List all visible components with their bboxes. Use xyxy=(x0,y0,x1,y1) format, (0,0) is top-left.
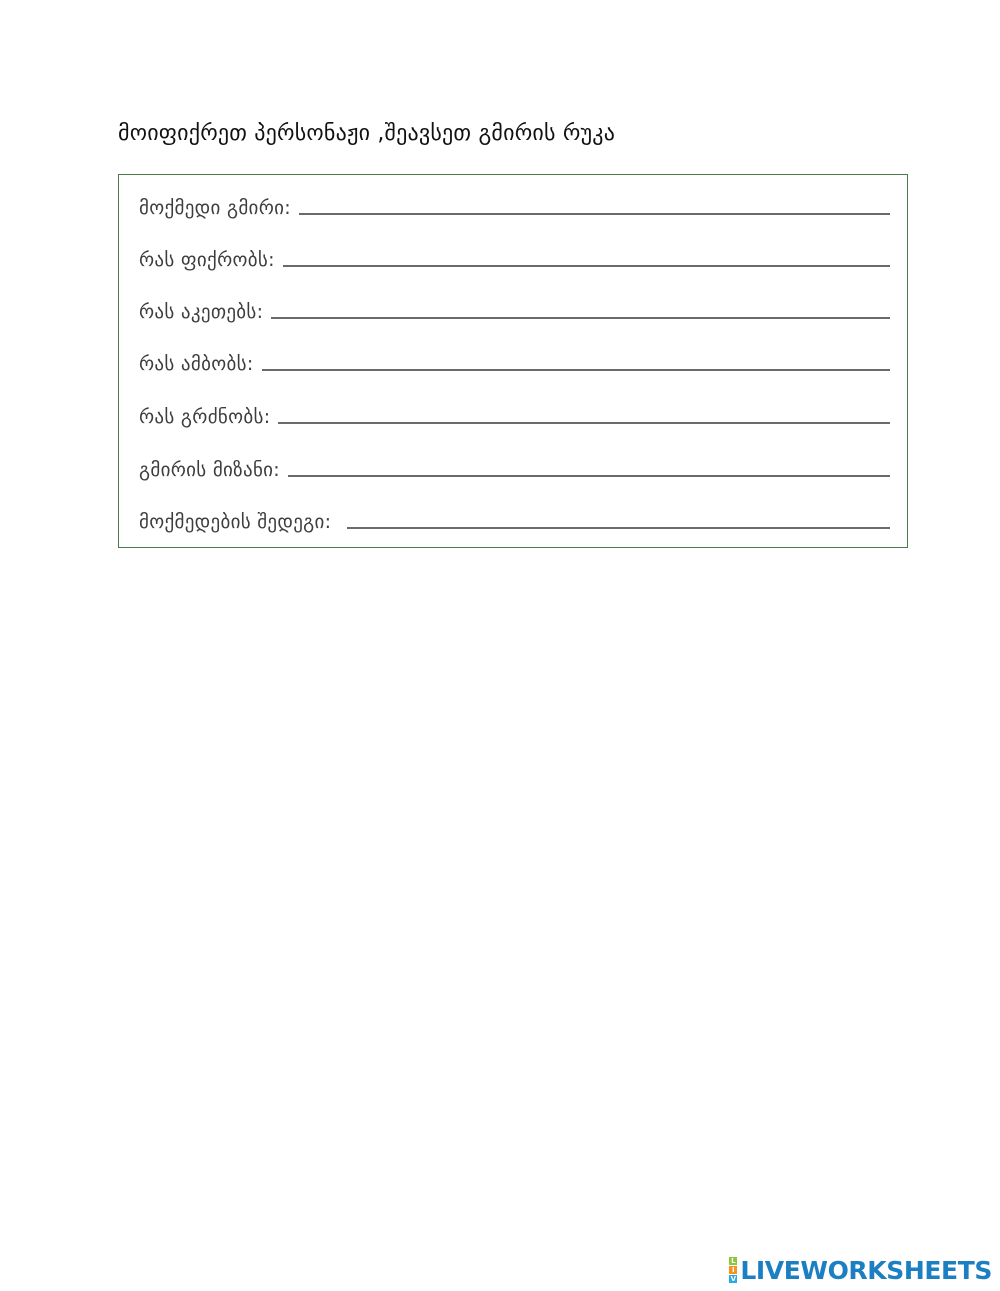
answer-line-says[interactable] xyxy=(262,369,890,371)
field-row-goal xyxy=(139,451,890,481)
field-row-thinks xyxy=(139,241,890,271)
answer-line-thinks[interactable] xyxy=(283,265,890,267)
field-label-goal: გმირის მიზანი: xyxy=(139,459,281,481)
field-row-acting-hero xyxy=(139,189,890,219)
answer-line-goal[interactable] xyxy=(288,475,890,477)
field-label-acting-hero: მოქმედი გმირი: xyxy=(139,197,291,219)
field-label-does: რას აკეთებს: xyxy=(139,301,264,323)
liveworksheets-logo-icon xyxy=(729,1257,737,1283)
answer-line-feels[interactable] xyxy=(278,422,890,424)
answer-line-result[interactable] xyxy=(347,527,890,529)
field-row-result xyxy=(139,503,890,533)
field-row-does xyxy=(139,293,890,323)
brand-wordmark: LIVEWORKSHEETS xyxy=(740,1255,992,1285)
worksheet-title: მოიფიქრეთ პერსონაჟი ,შეავსეთ გმირის რუკა xyxy=(118,121,616,146)
liveworksheets-brand[interactable] xyxy=(729,1255,992,1285)
answer-line-does[interactable] xyxy=(271,317,890,319)
field-label-thinks: რას ფიქრობს: xyxy=(139,249,275,271)
answer-line-acting-hero[interactable] xyxy=(299,213,890,215)
logo-letter-v: V xyxy=(730,1275,737,1283)
field-row-feels xyxy=(139,398,890,428)
field-label-says: რას ამბობს: xyxy=(139,353,254,375)
logo-letter-l: L xyxy=(731,1257,736,1265)
field-row-says xyxy=(139,345,890,375)
hero-map-form xyxy=(118,174,908,548)
field-label-result: მოქმედების შედეგი: xyxy=(139,511,332,533)
field-label-feels: რას გრძნობს: xyxy=(139,406,271,428)
logo-letter-i: I xyxy=(729,1266,737,1274)
